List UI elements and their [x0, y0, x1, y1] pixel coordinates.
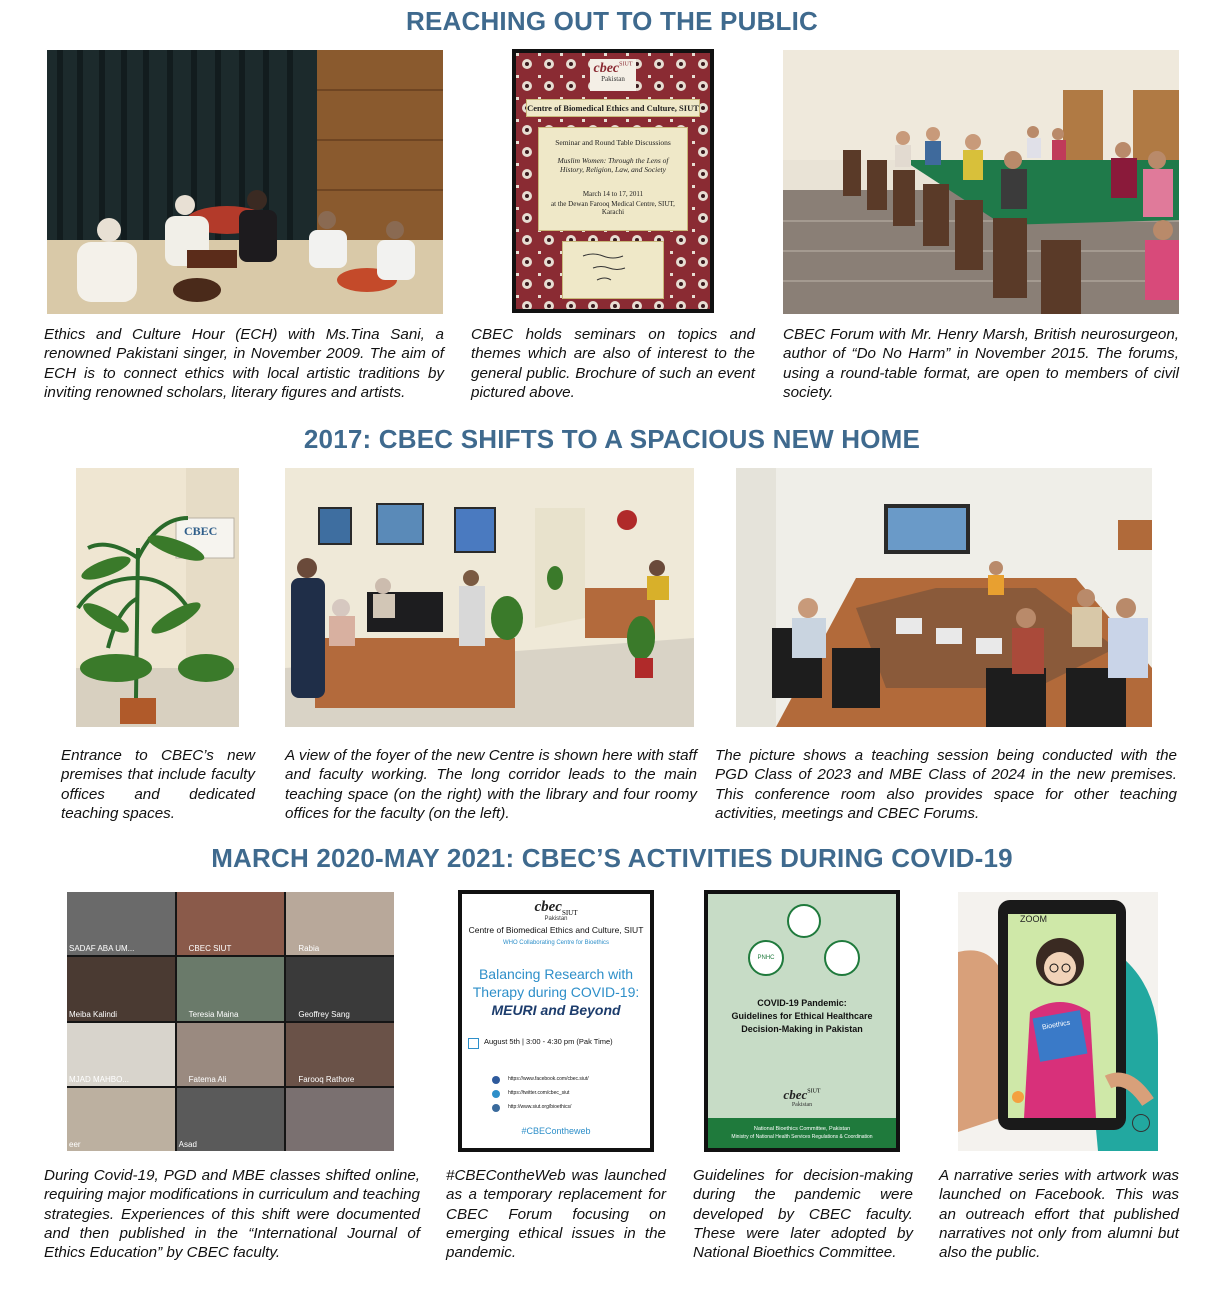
- section-heading-new-home: 2017: CBEC SHIFTS TO A SPACIOUS NEW HOME: [303, 424, 921, 454]
- caption-foyer: A view of the foyer of the new Centre is shown here with staff and faculty working. The long corridor leads to the main teaching space (on the right) with the library and four roomy offices for the faculty (on the left).: [285, 747, 697, 822]
- caption-entrance: Entrance to CBEC’s new premises that include faculty offices and dedicated teaching spaces.: [61, 747, 255, 822]
- calendar-icon: [468, 1038, 479, 1049]
- webinar-title-line3: MEURI and Beyond: [491, 1002, 621, 1018]
- webinar-link-website: http://www.siut.org/bioethics/: [508, 1104, 572, 1110]
- caption-teaching: The picture shows a teaching session being conducted with the PGD Class of 2023 and MBE Class of 2024 in the new premises. This conference room also provides space for other teaching activities, meetings and CBEC Forums.: [715, 747, 1177, 822]
- caption-narrative: A narrative series with artwork was launched on Facebook. This was an outreach effort that published narratives not only from alumni but also the public.: [939, 1167, 1179, 1262]
- webinar-title-line2: Therapy during COVID-19:: [472, 984, 640, 1000]
- teaching-room-photo: [736, 468, 1152, 727]
- zoom-name: eer: [69, 1140, 81, 1149]
- zoom-name: MJAD MAHBO...: [69, 1074, 130, 1084]
- pakistan-emblem-icon: [787, 904, 821, 938]
- brochure-title: Muslim Women: Through the Lens of History, Religion, Law, and Society: [557, 156, 669, 174]
- brochure-logo-sub: SIUT: [619, 61, 633, 68]
- guidelines-footer-line1: National Bioethics Committee, Pakistan: [753, 1126, 851, 1132]
- narrative-artwork: [958, 892, 1158, 1151]
- forum-photo: [783, 50, 1179, 314]
- brochure-logo-text: cbec: [593, 61, 620, 76]
- artwork-book-label: Bioethics: [1041, 1019, 1071, 1032]
- guidelines-logo-sub: SIUT: [807, 1088, 821, 1095]
- ech-photo: [47, 50, 443, 314]
- brochure-urdu-panel: [562, 241, 664, 299]
- pnhc-badge: [748, 940, 784, 976]
- caption-guidelines: Guidelines for decision-making during the pandemic were developed by CBEC faculty. These were later adopted by National Bioethics Committee.: [693, 1167, 913, 1262]
- webinar-hashtag: #CBEContheweb: [521, 1126, 591, 1136]
- seminar-brochure: [512, 49, 714, 313]
- zoom-name: Asad: [178, 1140, 197, 1149]
- guidelines-title-line2: Guidelines for Ethical Healthcare: [731, 1011, 873, 1021]
- caption-ech: Ethics and Culture Hour (ECH) with Ms.Tina Sani, a renowned Pakistani singer, in November 2009. The aim of ECH is to connect ethics with local artistic traditions by inviting renowned scholars, literary figures and artists.: [44, 326, 444, 401]
- artwork-app-label: ZOOM: [1020, 914, 1047, 924]
- zoom-name: Meiba Kalindi: [69, 1009, 118, 1019]
- guidelines-title-line3: Decision-Making in Pakistan: [741, 1024, 863, 1034]
- zoom-name: Geoffrey Sang: [298, 1009, 350, 1019]
- zoom-name: Teresia Maina: [188, 1009, 239, 1019]
- webinar-logo: cbec: [534, 899, 562, 915]
- foyer-photo: [285, 468, 694, 727]
- guidelines-footer-line2: Ministry of National Health Services Regulations & Coordination: [731, 1134, 873, 1140]
- caption-forum: CBEC Forum with Mr. Henry Marsh, British neurosurgeon, author of “Do No Harm” in November 2015. The forums, using a round-table format, are open to members of civil society.: [783, 326, 1179, 401]
- webinar-link-facebook: https://www.facebook.com/cbec.siut/: [508, 1076, 589, 1082]
- zoom-tile: [177, 1023, 285, 1086]
- globe-icon: [492, 1104, 500, 1112]
- zoom-tile: [286, 1023, 394, 1086]
- webinar-logo-sub: SIUT: [561, 909, 578, 918]
- brochure-org: Centre of Biomedical Ethics and Culture, SIUT: [526, 99, 700, 117]
- committee-seal-icon: [824, 940, 860, 976]
- caption-contheweb: #CBEContheWeb was launched as a temporary replacement for CBEC Forum focusing on emerging ethical issues in the pandemic.: [446, 1167, 666, 1262]
- brochure-country: Pakistan: [601, 75, 625, 83]
- entrance-photo: [76, 468, 239, 727]
- caption-online: During Covid-19, PGD and MBE classes shifted online, requiring major modifications in curriculum and teaching strategies. Experiences of this shift were documented and then published in the “International Journal of Ethics Education” by CBEC faculty.: [44, 1167, 420, 1262]
- zoom-tile: [67, 1088, 175, 1151]
- section-heading-covid: MARCH 2020-MAY 2021: CBEC’S ACTIVITIES DURING COVID-19: [211, 843, 1013, 873]
- brochure-venue: at the Dewan Farooq Medical Centre, SIUT, Karachi: [551, 200, 675, 216]
- zoom-tile: [177, 957, 285, 1020]
- guidelines-logo: cbec: [783, 1087, 808, 1102]
- zoom-name: Farooq Rathore: [298, 1074, 355, 1084]
- webinar-date: August 5th | 3:00 - 4:30 pm (Pak Time): [484, 1037, 613, 1046]
- caption-seminars: CBEC holds seminars on topics and themes which are also of interest to the general public. Brochure of such an event pictured above.: [471, 326, 755, 401]
- webinar-poster: [458, 890, 654, 1152]
- brochure-dates: March 14 to 17, 2011: [582, 190, 644, 198]
- zoom-tile: [67, 892, 175, 955]
- webinar-org: Centre of Biomedical Ethics and Culture, SIUT: [468, 925, 644, 935]
- zoom-tile: [67, 1023, 175, 1086]
- zoom-tile: [177, 1088, 285, 1151]
- facebook-icon: [492, 1076, 500, 1084]
- zoom-name: Fatema Ali: [188, 1074, 227, 1084]
- webinar-who: WHO Collaborating Centre for Bioethics: [502, 940, 610, 946]
- zoom-name: SADAF ABA UM...: [69, 944, 135, 954]
- entrance-sign: CBEC: [184, 524, 218, 538]
- webinar-country: Pakistan: [544, 916, 568, 922]
- zoom-class-screenshot: [67, 892, 394, 1151]
- zoom-tile: [67, 957, 175, 1020]
- zoom-tile: [286, 1088, 394, 1151]
- guidelines-footer-band: [708, 1118, 896, 1148]
- webinar-title-line1: Balancing Research with: [478, 966, 634, 982]
- zoom-tile: [177, 892, 285, 955]
- zoom-name: CBEC SIUT: [188, 944, 232, 954]
- artist-signature-icon: [1132, 1114, 1150, 1132]
- section-heading-outreach: REACHING OUT TO THE PUBLIC: [405, 6, 819, 36]
- twitter-icon: [492, 1090, 500, 1098]
- brochure-logo: [590, 59, 636, 91]
- brochure-event-type: Seminar and Round Table Discussions: [555, 138, 671, 147]
- guidelines-document: [704, 890, 900, 1152]
- webinar-link-twitter: https://twitter.com/cbec_siut: [508, 1090, 570, 1096]
- zoom-tile: [286, 892, 394, 955]
- pnhc-badge-label: PNHC: [757, 955, 775, 961]
- zoom-tile: [286, 957, 394, 1020]
- guidelines-title-line1: COVID-19 Pandemic:: [757, 998, 847, 1008]
- zoom-name: Rabia: [298, 944, 320, 954]
- guidelines-logo-country: Pakistan: [791, 1102, 813, 1108]
